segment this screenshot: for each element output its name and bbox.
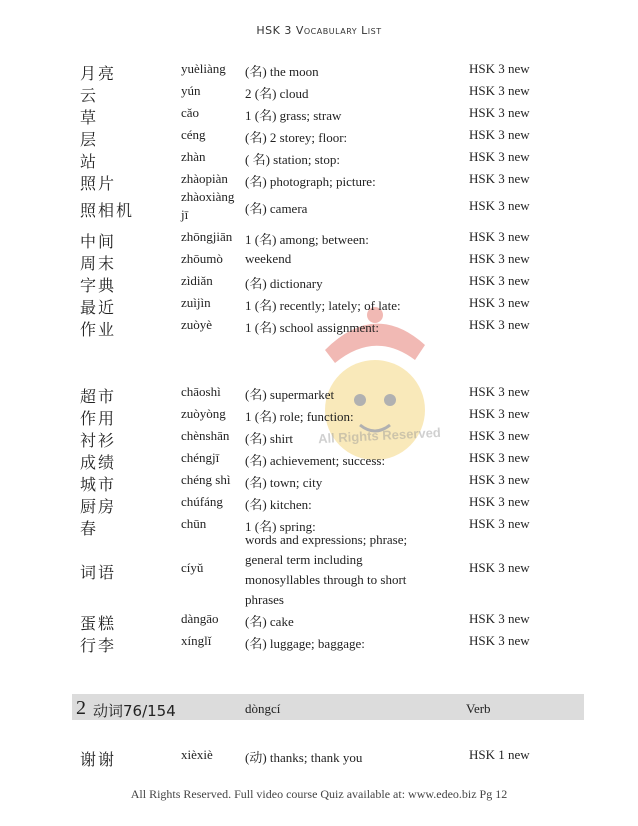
definition-cell: 1 (名) among; between: (245, 232, 369, 247)
definition-cell: (名) 2 storey; floor: (245, 130, 348, 145)
pinyin-cell: yuèliàng (181, 61, 226, 76)
hanzi-cell: 云 (80, 86, 99, 105)
pinyin-cell: chūn (181, 516, 207, 531)
level-cell: HSK 3 new (469, 384, 530, 399)
pinyin-cell: yún (181, 83, 201, 98)
pinyin-cell: xièxiè (181, 747, 213, 762)
pinyin-cell: chéngjī (181, 450, 220, 465)
definition-cell: 1 (名) role; function: (245, 409, 354, 424)
pinyin-cell: chāoshì (181, 384, 221, 399)
pinyin-cell: dàngāo (181, 611, 219, 626)
page-footer: All Rights Reserved. Full video course Quiz available at: www.edeo.biz Pg 12 (130, 787, 508, 801)
page-header: HSK 3 Vocabulary List (256, 24, 382, 37)
level-cell: HSK 1 new (469, 747, 530, 762)
hanzi-cell: 超市 (80, 387, 117, 406)
hanzi-cell: 春 (80, 519, 99, 538)
level-cell: HSK 3 new (469, 198, 530, 213)
definition-cell: (名) luggage; baggage: (245, 636, 365, 651)
pinyin-cell: chúfáng (181, 494, 223, 509)
level-cell: HSK 3 new (469, 633, 530, 648)
pinyin-cell: zuìjìn (181, 295, 211, 310)
definition-cell: (名) dictionary (245, 276, 323, 291)
level-cell: HSK 3 new (469, 149, 530, 164)
pinyin-cell: zuòyòng (181, 406, 226, 421)
level-cell: HSK 3 new (469, 428, 530, 443)
pinyin-cell: zhàopiàn (181, 171, 228, 186)
level-cell: HSK 3 new (469, 611, 530, 626)
hanzi-cell: 谢谢 (80, 750, 117, 769)
pinyin-cell: chènshān (181, 428, 230, 443)
pinyin-cell: céng (181, 127, 206, 142)
definition-cell: 1 (名) recently; lately; of late: (245, 298, 401, 313)
hanzi-cell: 草 (80, 108, 99, 127)
definition-cell: (名) kitchen: (245, 497, 312, 512)
definition-cell: (名) shirt (245, 431, 294, 446)
level-cell: HSK 3 new (469, 171, 530, 186)
definition-cell: 1 (名) grass; straw (245, 108, 342, 123)
level-cell: HSK 3 new (469, 406, 530, 421)
hanzi-cell: 作用 (80, 409, 117, 428)
pinyin-cell: zhàoxiàng jī (181, 189, 235, 222)
level-cell: HSK 3 new (469, 295, 530, 310)
definition-cell: ( 名) station; stop: (245, 152, 340, 167)
level-cell: HSK 3 new (469, 273, 530, 288)
definition-cell: (动) thanks; thank you (245, 750, 363, 765)
pinyin-cell: zhōumò (181, 251, 223, 266)
level-cell: HSK 3 new (469, 450, 530, 465)
pinyin-cell: xínglǐ (181, 633, 212, 648)
definition-cell: (名) town; city (245, 475, 323, 490)
section-pinyin: dòngcí (245, 701, 281, 716)
pinyin-cell: chéng shì (181, 472, 231, 487)
level-cell: HSK 3 new (469, 105, 530, 120)
definition-cell: 1 (名) spring: (245, 519, 316, 534)
hanzi-cell: 词语 (80, 563, 117, 582)
level-cell: HSK 3 new (469, 494, 530, 509)
hanzi-cell: 厨房 (80, 497, 117, 516)
pinyin-cell: cíyǔ (181, 560, 204, 575)
pinyin-cell: zuòyè (181, 317, 213, 332)
level-cell: HSK 3 new (469, 472, 530, 487)
definition-cell: (名) camera (245, 201, 308, 216)
definition-cell: 2 (名) cloud (245, 86, 309, 101)
hanzi-cell: 作业 (80, 320, 117, 339)
hanzi-cell: 照相机 (80, 201, 135, 220)
hanzi-cell: 月亮 (80, 64, 117, 83)
hanzi-cell: 中间 (80, 232, 117, 251)
level-cell: HSK 3 new (469, 229, 530, 244)
level-cell: HSK 3 new (469, 560, 530, 575)
definition-cell: (名) the moon (245, 64, 319, 79)
hanzi-cell: 字典 (80, 276, 117, 295)
definition-cell: (名) cake (245, 614, 294, 629)
definition-cell: (名) photograph; picture: (245, 174, 376, 189)
level-cell: HSK 3 new (469, 317, 530, 332)
level-cell: HSK 3 new (469, 251, 530, 266)
hanzi-cell: 成绩 (80, 453, 117, 472)
hanzi-cell: 衬衫 (80, 431, 117, 450)
hanzi-cell: 站 (80, 152, 99, 171)
definition-cell: 1 (名) school assignment: (245, 320, 379, 335)
definition-cell: (名) achievement; success: (245, 453, 386, 468)
definition-cell: (名) supermarket (245, 387, 335, 402)
hanzi-cell: 照片 (80, 174, 117, 193)
hanzi-cell: 周末 (80, 254, 117, 273)
section-english: Verb (466, 701, 491, 716)
pinyin-cell: zhōngjiān (181, 229, 233, 244)
section-title: 动词76/154 (93, 702, 176, 720)
level-cell: HSK 3 new (469, 516, 530, 531)
hanzi-cell: 层 (80, 130, 99, 149)
level-cell: HSK 3 new (469, 83, 530, 98)
hanzi-cell: 蛋糕 (80, 614, 117, 633)
pinyin-cell: cǎo (181, 105, 200, 120)
level-cell: HSK 3 new (469, 127, 530, 142)
watermark-text: All Rights Reserved (317, 424, 442, 447)
hanzi-cell: 行李 (80, 636, 117, 655)
section-number: 2 (76, 697, 86, 719)
pinyin-cell: zhàn (181, 149, 206, 164)
hanzi-cell: 最近 (80, 298, 117, 317)
pinyin-cell: zìdiǎn (181, 273, 213, 288)
level-cell: HSK 3 new (469, 61, 530, 76)
definition-cell: weekend (245, 251, 292, 266)
definition-cell: words and expressions; phrase; general term including monosyllables through to short phrases (245, 532, 408, 607)
hanzi-cell: 城市 (80, 475, 117, 494)
